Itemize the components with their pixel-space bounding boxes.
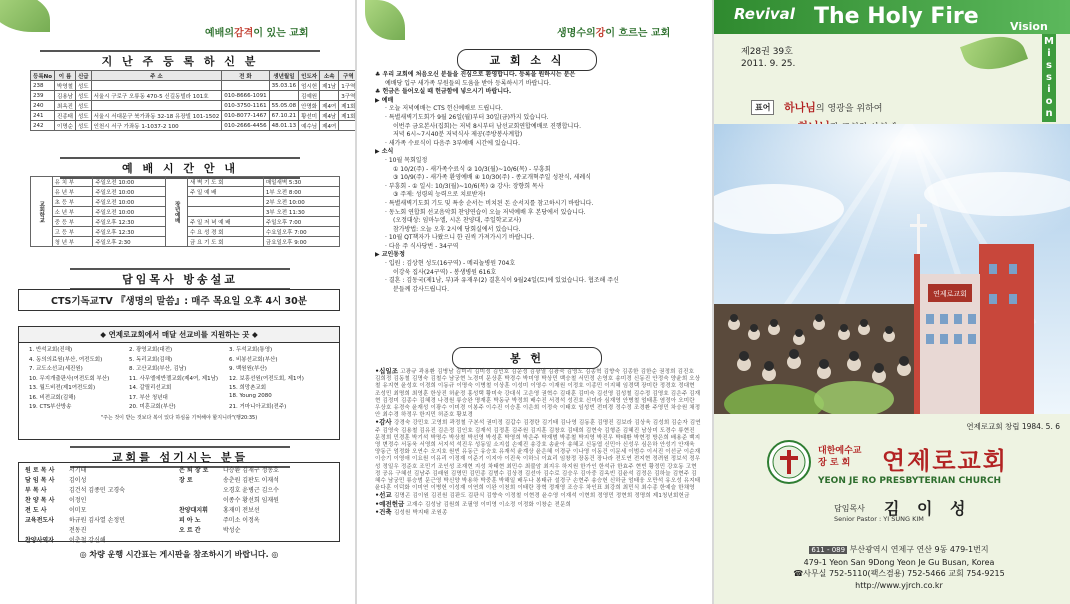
- scripture-note: "주는 것이 받는 것보다 복이 있다 하심을 기억해야 할지니라"(행20:35): [100, 415, 258, 421]
- news-item: · 결혼 : 김동국(제1남, 부)과 유재우(2) 결혼식이 9월24일(토)에 있었습니다. 협조해 주신: [385, 277, 619, 285]
- list-item: 5. 독리교회(김해): [129, 356, 173, 363]
- denomination: 대한예수교 장 로 회: [818, 446, 862, 468]
- table-row: [31, 111, 356, 121]
- worship-dept: 청 년 부: [52, 237, 93, 247]
- news-item: ▶ 소식: [375, 148, 394, 156]
- staff-names: 김건석 김종민 고경숙: [69, 487, 125, 494]
- table-row: [31, 121, 356, 131]
- postal-code: 611 - 089: [811, 546, 846, 554]
- table-cell: 성도: [75, 121, 91, 131]
- registry-header: 주 소: [91, 71, 222, 81]
- table-cell: 이명순: [55, 121, 76, 131]
- staff-item: [25, 466, 179, 476]
- issue-info: [741, 46, 795, 70]
- motto-line: [784, 99, 954, 118]
- news-item: ③ 주제: 성령의 능력으로 치료받자!: [393, 191, 486, 199]
- table-cell: 240: [31, 101, 55, 111]
- news-item: ① 10/2(주) - 새가족수료식 ② 10/3(월)~10/6(목) - 부흥회: [393, 165, 551, 173]
- worship-service: 주 일 예 배: [187, 187, 263, 197]
- table-cell: 제1회: [339, 111, 355, 121]
- staff-item: [25, 476, 179, 486]
- worship-time: 주일오후 7:00: [263, 217, 339, 227]
- worship-dept: 초 등 부: [52, 197, 93, 207]
- offering-names: 김명곤 김이원 김진원 김판도 김판식 김향숙 이정철 이현경 윤수영 이재석 이현희 정영민 정현희 정명희 제1청년회헌금: [393, 493, 690, 500]
- table-cell: 황선미: [299, 111, 320, 121]
- issue-number: 제28권 39호: [741, 47, 793, 57]
- phone-numbers: ☎사무실 752-5110(팩스겸용) 752-5466 교회 754-9215: [793, 569, 1005, 578]
- table-cell: 안명화: [299, 101, 320, 111]
- bulletin-panel-left: [0, 0, 355, 604]
- mission-letter: s: [1046, 60, 1052, 71]
- table-row: [31, 91, 356, 101]
- list-item: 4. 동의의료원(부산, 여전도회): [29, 356, 103, 363]
- worship-time: 1부 오전 8:00: [263, 187, 339, 197]
- offering-group: [375, 368, 701, 419]
- table-cell: 성도: [75, 81, 91, 91]
- list-item: 1. 반석교회(진해): [29, 347, 73, 353]
- news-item: · 부흥회 - ① 일시: 10/3(월)~10/6(목) ② 강사: 장향희 목사: [385, 182, 544, 190]
- table-row: [31, 177, 340, 187]
- table-cell: 서울시 서대문구 북가좌동 32-18 유장빌 101-1502: [91, 111, 222, 121]
- list-item: 19. CTS부산방송: [29, 404, 72, 410]
- staff-names: 송춘원 김판도 이재석: [223, 477, 279, 484]
- worship-time: 주일오후 2:30: [93, 237, 166, 247]
- worship-schedule-table: [30, 176, 340, 247]
- table-cell: 238: [31, 81, 55, 91]
- table-cell: 55.05.08: [269, 101, 299, 111]
- list-item: 7. 교도소선교(세진원): [29, 366, 83, 372]
- staff-role: 전 도 사: [25, 507, 47, 514]
- registry-header: 소속: [320, 71, 339, 81]
- staff-role: 장 로: [179, 477, 193, 484]
- table-cell: 3구역: [339, 91, 355, 101]
- mission-support-box: [18, 326, 340, 440]
- worship-service: [187, 207, 263, 217]
- list-item: 2. 광영교회(대전): [129, 347, 173, 353]
- worship-service: 새 벽 기 도 회: [187, 177, 263, 187]
- website-link[interactable]: http://www.yjrch.co.kr: [855, 580, 943, 590]
- revival-label: Revival: [734, 5, 795, 23]
- news-item: · 다음 주 식사당번 - 34구역: [385, 242, 459, 250]
- church-news-title: 교 회 소 식: [457, 49, 597, 71]
- table-cell: [320, 91, 339, 101]
- registry-header: 구역: [339, 71, 355, 81]
- staff-item: [179, 486, 333, 496]
- worship-time: 주일오후 12:30: [93, 217, 166, 227]
- founded-date: 연제로교회 창립 1984. 5. 6: [966, 422, 1060, 431]
- staff-role: 찬양사역자: [25, 537, 54, 544]
- worship-group-label: 교회학교: [31, 177, 53, 247]
- staff-names: 홍재미 전보선: [223, 507, 260, 514]
- motto-emphasis: 하나님: [784, 101, 816, 114]
- table-cell: 진종태: [55, 111, 76, 121]
- mission-letter: M: [1044, 36, 1054, 47]
- offering-names: 고광규 곽용환 김병남 김미리 김미정 김민호 김운정 김광열 김광숙 김영도 김종혁 김향숙 김종한 김한순 권정희 김진호 김희정 김동철 김명숙 김철수 남궁현 노경미 문상훈 박경수 박미영 박상민 백승철 서민정 손영호 송미경 신동진 안정숙 양윤희 오상철 유지현 윤성호 이경희 이동규 이명숙 이병철 이상훈 이성미 이영수 이재원 이정호 이종민 이지혜 임경택 장미란 정경호 정대현 조성민 최명희 최영훈 한상진 허윤정 홍성택 황미숙 강대식 고은영 권혁수 김대훈 김미숙 김선영 김성철 김수정 김영호 김은주 김재현 김정미 김종수 김혜경 나경원 류승완 명재훈 박동규 박정희 배수진 서경석 성진호 신미라 심재영 안병철 엄태훈 염정아 오미란 우상호 유경숙 윤재성 이광수 이미경 이봉주 이수진 이승훈 이은희 이정숙 이태호 임성빈 전미경 정수정 조경환 주영민 차승원 채정안 최수경 하정우 한지민 허준호 황보경: [375, 369, 701, 419]
- staff-role: 오 르 간: [179, 527, 201, 534]
- offering-list: [375, 368, 701, 517]
- leaf-decoration-icon: [0, 0, 50, 32]
- table-cell: 박영철: [55, 81, 76, 91]
- offering-category: •감사: [375, 418, 394, 427]
- table-cell: 48.01.13: [269, 121, 299, 131]
- news-item: 이번주 금요본사(집회)는 저녁 8시부터 남선교회연합예배로 진행합니다.: [393, 122, 582, 130]
- church-name: 연제로교회: [882, 447, 1008, 475]
- table-cell: 제1회: [339, 101, 355, 111]
- staff-item: [179, 506, 333, 516]
- registry-header: 전 화: [222, 71, 269, 81]
- table-cell: 김용남: [55, 91, 76, 101]
- registry-header: 인도자: [299, 71, 320, 81]
- news-item: · 입원 : 김상현 성도(16구역) - 메리놀병원 704호: [385, 260, 516, 268]
- worship-time: 금요일오후 9:00: [263, 237, 339, 247]
- table-cell: 예수님: [299, 121, 320, 131]
- table-cell: [222, 81, 269, 91]
- news-item: 이강욱 집사(24구역) - 봉생병원 616호: [393, 268, 497, 276]
- news-item: · 10월 QT책자가 나왔으니 한 권씩 가져가시기 바랍니다.: [385, 234, 535, 242]
- staff-item: [179, 496, 333, 506]
- leaf-decoration-icon: [960, 27, 1028, 79]
- mission-letter: s: [1046, 72, 1052, 83]
- worship-time: 주일오전 10:00: [93, 197, 166, 207]
- list-item: 12. 보흥선원(여전도회, 제1여): [229, 375, 304, 382]
- staff-title: 교회를 섬기시는 분들: [70, 446, 290, 468]
- motto-label: 표어: [751, 100, 774, 115]
- broadcast-title: 담임목사 방송설교: [70, 268, 290, 290]
- table-cell: 서울시 구로구 오류동 470-5 신길동빌라 101호: [91, 91, 222, 101]
- staff-role: 찬 양 목 사: [25, 497, 55, 504]
- staff-names: 이종수 황선희 임재원: [223, 497, 279, 504]
- table-cell: 35.03.16: [269, 81, 299, 91]
- staff-names: 하규원 김사열 손정민: [69, 517, 125, 524]
- table-row: [31, 81, 356, 91]
- worship-time: 매일새벽 5:30: [263, 177, 339, 187]
- staff-item: [25, 496, 179, 506]
- table-cell: 성도: [75, 101, 91, 111]
- worship-dept: 소 년 부: [52, 207, 93, 217]
- staff-item: [179, 526, 333, 536]
- worship-service: [187, 197, 263, 207]
- offering-category: •선교: [375, 491, 394, 500]
- table-cell: 010-3750-1161: [222, 101, 269, 111]
- news-item: ③ 10/9(주) - 새가족 환영예배 ④ 10/30(주) - 종교개혁주일 성찬식, 세례식: [393, 174, 591, 182]
- staff-item: [179, 516, 333, 526]
- staff-role: 부 목 사: [25, 487, 47, 494]
- church-name-english: YEON JE RO PRESBYTERIAN CHURCH: [818, 476, 1002, 486]
- table-cell: 010-8077-1467: [222, 111, 269, 121]
- worship-time: 2부 오전 10:00: [263, 197, 339, 207]
- news-item: · 특별새벽기도회 기도 및 특송 순서는 비치된 돈 순서지를 참고하시기 바랍니다.: [385, 199, 594, 207]
- table-cell: 인천시 서구 가좌동 1-1037-2 100: [91, 121, 222, 131]
- motto-text: 의 영광을 위하여: [815, 104, 883, 114]
- cover-banner: [714, 0, 1070, 34]
- offering-names: 강경숙 강민호 고영희 곽정철 구본석 권미정 김갑수 김경란 김기태 김나영 김동훈 김명진 김보라 김상욱 김성희 김순자 김연주 김영숙 김용철 김유진 김은정 김인호 김재석 김정훈 김주원 김지훈 김창호 김태희 김현숙 김형준 김혜진 남상미 도경수 류현진 문정희 민경훈 박기석 박명수 박상철 박선영 박성훈 박영희 박은주 박재범 박종철 박지영 박진우 박태환 박현정 방은희 배용준 백지영 변정수 서동욱 서영희 서지석 석진우 성동일 소지섭 손예진 송강호 송윤아 송혜교 신동엽 신민아 신성우 심은하 안성기 안재욱 양동근 엄정화 오연수 오지호 원빈 유동근 유승호 유재석 윤계상 윤은혜 이경규 이나영 이동건 이문세 이범수 이서진 이선균 이순재 이승기 이영애 이요원 이유리 이정재 이준기 이지아 이진욱 이하늬 이효리 임창정 장동건 장나라 전도연 전지현 정려원 정보석 정우성 정일우 정준호 조민기 조인성 조재현 지성 차태현 최민수 최불암 최지우 하지원 한가인 한석규 한효주 현빈 황정민 강호동 고현정 공유 구혜선 김남주 김래원 김명민 김민종 김범수 김상경 김선아 김수로 김승우 김아중 김옥빈 김윤석 김정은 김하늘 김현주 김혜수 남궁민 류승범 문근영 박신양 박용하 박중훈 박해일 배두나 봉태규 설경구 손현주 송승헌 신하균 엄태웅 오만석 유오성 유지태 윤다훈 이덕화 이미연 이병헌 이성재 이연희 이완 이천희 이태란 장혁 정재영 조승우 차인표 최강희 최민식 최수종 한예슬 한채영: [375, 420, 701, 492]
- mission-letter: i: [1047, 48, 1051, 59]
- staff-names: 박성순: [223, 527, 241, 534]
- worship-dept: 유 년 부: [52, 187, 93, 197]
- leaf-decoration-icon: [365, 0, 405, 40]
- staff-item: [25, 516, 179, 526]
- news-item: 예배당 입구 새가족 부원들의 도움을 받아 등록하시기 바랍니다.: [385, 79, 551, 87]
- list-item: 14. 갈릴리선교회: [129, 385, 172, 391]
- mission-support-title: ◆ 연제로교회에서 매달 선교비를 지원하는 곳 ◆: [19, 327, 339, 343]
- worship-service: 주 일 저 녁 예 배: [187, 217, 263, 227]
- table-cell: 김예원: [299, 91, 320, 101]
- address-english: 479-1 Yeon San 9Dong Yeon Je Gu Busan, Korea: [803, 557, 995, 567]
- offering-category: •건축: [375, 507, 394, 516]
- staff-names: 이미모: [69, 507, 87, 514]
- table-cell: 010-2666-4456: [222, 121, 269, 131]
- church-address: 611 - 089 부산광역시 연제구 연산 9동 479-1번지 479-1 Yeon San 9Dong Yeon Je Gu Busan, Korea ☎사무실 752-5110(팩스겸용) 752-5466 교회 754-9215 http://www.yjrch.co.kr: [749, 544, 1049, 591]
- table-cell: 최옥진: [55, 101, 76, 111]
- table-cell: 제4남: [320, 111, 339, 121]
- registry-header: 신급: [75, 71, 91, 81]
- worship-time: 주일오전 10:00: [93, 207, 166, 217]
- bulletin-cover: [714, 0, 1070, 604]
- staff-item: [25, 506, 179, 516]
- church-news-list: [375, 71, 701, 294]
- table-cell: 성도: [75, 111, 91, 121]
- staff-role: 은 퇴 장 로: [179, 467, 209, 474]
- table-cell: [339, 121, 355, 131]
- list-item: 16. 비전교회(김해): [29, 394, 76, 401]
- list-item: 17. 부산 청년대: [129, 394, 168, 401]
- offering-category: •십일조: [375, 367, 401, 375]
- staff-role: 교육전도사: [25, 517, 54, 524]
- table-cell: 010-8666-1091: [222, 91, 269, 101]
- table-cell: 242: [31, 121, 55, 131]
- offering-title: 봉 헌: [452, 347, 602, 369]
- staff-role: 담 임 목 사: [25, 477, 55, 484]
- list-item: 10. 무지개출판사(여전도회 부산): [29, 375, 110, 382]
- table-cell: 엄시헌: [299, 81, 320, 91]
- offering-group: [375, 501, 701, 509]
- worship-dept: 고 등 부: [52, 227, 93, 237]
- table-cell: [269, 91, 299, 101]
- news-item: ▶ 예배: [375, 96, 394, 104]
- staff-list-left: [25, 466, 179, 544]
- vehicle-notice: ◎ 차량 운행 시간표는 게시판을 참조하시기 바랍니다. ◎: [79, 550, 279, 559]
- pastor-label: 담임목사: [834, 504, 865, 513]
- news-item: ♣ 헌금은 들어오실 때 헌금함에 넣으시기 바랍니다.: [375, 88, 512, 96]
- worship-time: 수요일오후 7:00: [263, 227, 339, 237]
- staff-box: [18, 462, 340, 542]
- table-cell: 성도: [75, 91, 91, 101]
- list-item: 11. 사무엘에반젤교회(제4여, 제1남): [129, 375, 219, 382]
- staff-names: 주미소 이정옥: [223, 517, 260, 524]
- vision-label: Vision: [1010, 20, 1048, 33]
- offering-category: •예전헌금: [375, 499, 407, 508]
- staff-item: [25, 526, 179, 536]
- mission-letter: o: [1045, 96, 1053, 107]
- issue-date: 2011. 9. 25.: [741, 59, 796, 69]
- broadcast-info: CTS기독교TV 『생명의 말씀』: 매주 목요일 오후 4시 30분: [18, 289, 340, 311]
- news-item: ▶ 교인동정: [375, 251, 405, 259]
- church-emblem-icon: [767, 440, 811, 484]
- table-cell: 제4여: [320, 121, 339, 131]
- mission-vertical-label: [1042, 34, 1056, 122]
- list-item: 21. 거마니아교회(전주): [229, 404, 287, 410]
- staff-names: 김이성: [69, 477, 87, 484]
- worship-group-label: 장년예배: [166, 177, 188, 247]
- list-item: 3. 두석교회(통영): [229, 347, 273, 353]
- staff-names: 오경호 윤병근 김으수: [223, 487, 279, 494]
- list-item: 15. 희망촌교회: [229, 385, 267, 391]
- news-item: · 특별새벽기도회가 9월 26일(월)부터 30일(금)까지 있습니다.: [385, 113, 549, 121]
- list-item: 9. 백원원(부산): [229, 366, 267, 372]
- church-photo: [714, 124, 1070, 414]
- registry-table: [30, 70, 355, 131]
- offering-names: 김성원 박지태 조원종: [393, 509, 448, 516]
- news-item: ♣ 우리 교회에 처음오신 분들을 진심으로 환영합니다. 등록을 원하시는 분은: [375, 71, 576, 78]
- table-row: [31, 101, 356, 111]
- news-item: 분들께 감사드립니다.: [393, 285, 449, 293]
- table-cell: 67.10.21: [269, 111, 299, 121]
- table-cell: 241: [31, 111, 55, 121]
- offering-group: [375, 492, 701, 500]
- church-sign-text: 연제로교회: [933, 290, 967, 298]
- pastor-name: 김 이 성: [884, 499, 972, 518]
- staff-role: 찬양대지휘: [179, 507, 208, 514]
- list-item: 18. Young 2080: [229, 392, 272, 399]
- news-item: · 새가족 수료식이 다음주 3부예배 시간에 있습니다.: [385, 139, 520, 147]
- worship-time: 주일오전 10:00: [93, 187, 166, 197]
- staff-names: 이춘철 강신해: [69, 537, 106, 544]
- staff-item: [179, 476, 333, 486]
- staff-item: [25, 536, 179, 546]
- table-cell: 239: [31, 91, 55, 101]
- table-cell: 제1남: [320, 81, 339, 91]
- news-item: · 오늘 저녁예배는 CTS 헌신예배로 드립니다.: [385, 105, 503, 113]
- pastor-name-english: Senior Pastor : YI SUNG KIM: [834, 515, 924, 523]
- news-item: 참가방법: 오늘 오후 2시에 당회실에서 있습니다.: [393, 225, 521, 233]
- news-item: 저녁 6시~7시40분 저녁식사 제공(주방봉사계합): [393, 131, 523, 139]
- worship-title: 예 배 시 간 안 내: [60, 157, 300, 179]
- church-building-illustration: [714, 124, 1070, 414]
- news-item: (오정대상: 임마누엘, 시온 찬양대, 주일학교교사): [393, 217, 522, 225]
- offering-group: [375, 509, 701, 517]
- staff-names: 나승환 김재구 정동호: [223, 467, 279, 474]
- news-item: · 동노회 연합회 선교음악회 찬양연습이 오늘 저녁예배 후 본당에서 있습니다.: [385, 208, 586, 216]
- mission-support-list: [19, 343, 339, 412]
- staff-list-right: [179, 466, 333, 538]
- staff-names: 서기태: [69, 467, 87, 474]
- staff-item: [179, 466, 333, 476]
- worship-dept: 유 치 부: [52, 177, 93, 187]
- table-cell: [91, 81, 222, 91]
- registry-title: 지 난 주 등 록 하 신 분: [40, 50, 320, 72]
- registry-header: 이 름: [55, 71, 76, 81]
- mission-letter: n: [1045, 108, 1053, 119]
- staff-item: [25, 486, 179, 496]
- staff-names: 전동진: [69, 527, 87, 534]
- panel-tagline: 생명수의강이 흐르는 교회: [557, 28, 671, 39]
- news-item: · 10월 목회일정: [385, 156, 428, 164]
- worship-time: 3부 오전 11:30: [263, 207, 339, 217]
- offering-names: 고재수 김성남 김원희 조필영 이미영 이소정 이정화 이창순 전문희: [406, 501, 571, 508]
- table-cell: 제4여: [320, 101, 339, 111]
- list-item: 13. 월드비전(제1여전도회): [29, 385, 96, 391]
- holy-fire-title: The Holy Fire: [814, 4, 979, 29]
- staff-role: 피 아 노: [179, 517, 201, 524]
- staff-names: 이정인: [69, 497, 87, 504]
- worship-time: 주일오전 10:00: [93, 177, 166, 187]
- mission-letter: i: [1047, 84, 1051, 95]
- worship-time: 주일오후 12:30: [93, 227, 166, 237]
- list-item: 8. 고산교회(부산, 김남): [129, 366, 187, 372]
- list-item: 20. 미혼교회(부산): [129, 404, 176, 410]
- staff-role: 원 로 목 사: [25, 467, 55, 474]
- worship-service: 금 요 기 도 회: [187, 237, 263, 247]
- worship-service: 수 요 성 경 회: [187, 227, 263, 237]
- table-cell: 1구역: [339, 81, 355, 91]
- offering-group: [375, 419, 701, 492]
- table-cell: [91, 101, 222, 111]
- registry-header: 등록No: [31, 71, 55, 81]
- list-item: 6. 비봉선교회(부산): [229, 356, 278, 363]
- panel-tagline: 예배의감격이 있는 교회: [205, 28, 309, 39]
- registry-header: 생년월일: [269, 71, 299, 81]
- worship-dept: 중 등 부: [52, 217, 93, 227]
